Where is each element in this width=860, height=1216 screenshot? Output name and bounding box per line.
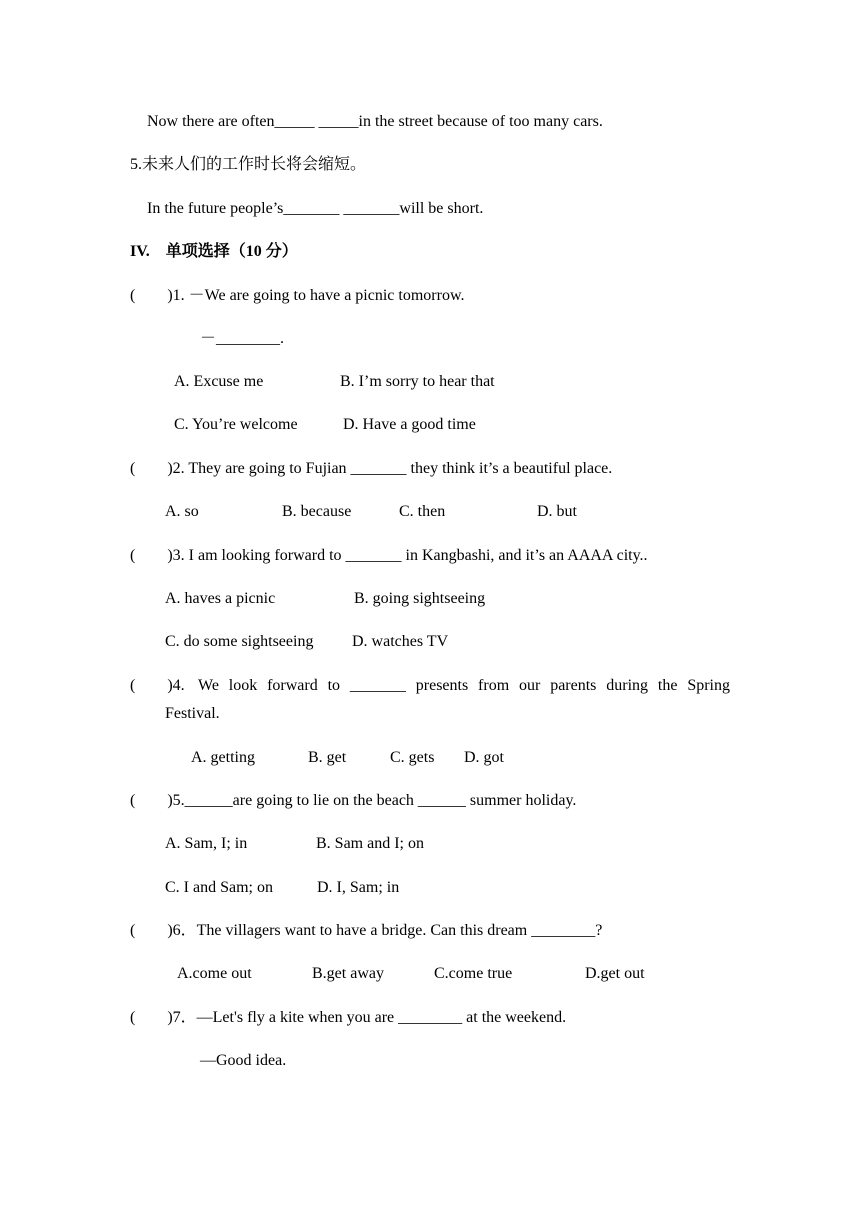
question-6-option-d: D.get out — [585, 965, 645, 982]
question-4-paren: ( )4. — [130, 677, 185, 694]
question-3-stem: ( )3. I am looking forward to _______ in Kangbashi, and it’s an AAAA city.. — [130, 547, 648, 564]
question-1-option-b: B. I’m sorry to hear that — [340, 373, 495, 390]
question-6-stem: ( )6．The villagers want to have a bridge. Can this dream ________? — [130, 922, 603, 939]
question-1-option-d: D. Have a good time — [343, 416, 476, 433]
question-1-reply: －________. — [200, 330, 285, 347]
question-5-stem: ( )5.______are going to lie on the beach ______ summer holiday. — [130, 792, 577, 809]
question-1-option-a: A. Excuse me — [174, 373, 264, 390]
question-2-option-b: B. because — [282, 503, 352, 520]
question-7-reply: —Good idea. — [200, 1052, 287, 1069]
question-2-option-a: A. so — [165, 503, 199, 520]
question-4-stem-line2: Festival. — [165, 705, 220, 722]
question-2-option-d: D. but — [537, 503, 577, 520]
question-6-option-a: A.come out — [177, 965, 252, 982]
section-heading: IV. 单项选择（10 分） — [130, 243, 298, 260]
question-7-stem: ( )7．—Let's fly a kite when you are ________ at the weekend. — [130, 1009, 567, 1026]
translation-q5-english: In the future people’s_______ _______will be short. — [147, 200, 484, 217]
question-3-option-c: C. do some sightseeing — [165, 633, 314, 650]
question-4-option-b: B. get — [308, 749, 347, 766]
question-4-option-c: C. gets — [390, 749, 435, 766]
question-2-stem: ( )2. They are going to Fujian _______ they think it’s a beautiful place. — [130, 460, 613, 477]
question-4-option-d: D. got — [464, 749, 504, 766]
question-3-option-d: D. watches TV — [352, 633, 449, 650]
question-5-option-d: D. I, Sam; in — [317, 879, 400, 896]
question-4-option-a: A. getting — [191, 749, 255, 766]
question-3-option-a: A. haves a picnic — [165, 590, 276, 607]
question-6-option-b: B.get away — [312, 965, 384, 982]
question-4-stem-line1: We look forward to _______ presents from our parents during the Spring — [198, 677, 730, 694]
question-5-option-a: A. Sam, I; in — [165, 835, 248, 852]
translation-q5-chinese: 5.未来人们的工作时长将会缩短。 — [130, 156, 367, 173]
question-2-option-c: C. then — [399, 503, 446, 520]
question-5-option-b: B. Sam and I; on — [316, 835, 424, 852]
question-5-option-c: C. I and Sam; on — [165, 879, 273, 896]
question-3-option-b: B. going sightseeing — [354, 590, 486, 607]
translation-q4-english: Now there are often_____ _____in the street because of too many cars. — [147, 113, 603, 130]
question-1-stem: ( )1. －We are going to have a picnic tomorrow. — [130, 287, 465, 304]
question-1-option-c: C. You’re welcome — [174, 416, 298, 433]
question-6-option-c: C.come true — [434, 965, 513, 982]
